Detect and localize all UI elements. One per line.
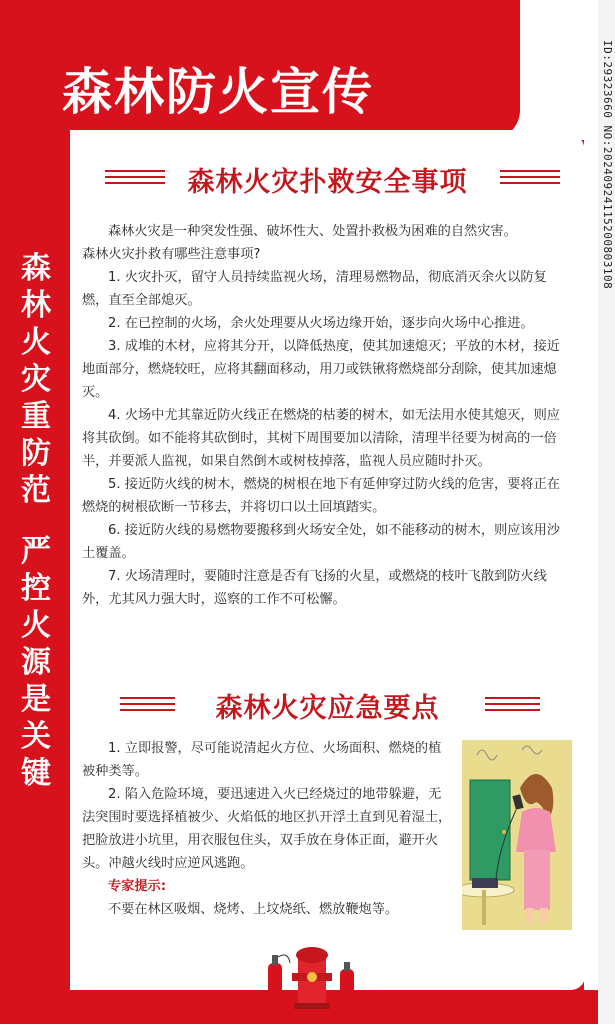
slogan-char: 严 — [21, 534, 51, 569]
paragraph: 5. 接近防火线的树木，燃烧的树根在地下有延伸穿过防火线的危害，要将正在燃烧的树根砍断一节移去，并将切口以土回填踏实。 — [82, 477, 560, 515]
section2-body — [82, 737, 454, 921]
fire-equipment-clipart — [258, 935, 368, 1010]
paragraph: 森林火灾是一种突发性强、破坏性大、处置扑救极为困难的自然灾害。 — [108, 224, 517, 239]
slogan-char: 森 — [21, 251, 51, 286]
paragraph: 1. 立即报警，尽可能说清起火方位、火场面积、燃烧的植被种类等。 — [82, 741, 442, 779]
paragraph: 3. 成堆的木材，应将其分开，以降低热度，使其加速熄灭；平放的木材，接近地面部分，燃烧较旺，应将其翻面移动，用刀或铁锹将燃烧部分刮除，使其加速熄灭。 — [82, 339, 560, 400]
page-title: 森林防火宣传 — [62, 63, 374, 121]
watermark-id: ID:29323660 NO:20240924115200803108 — [601, 40, 614, 290]
slogan-char: 火 — [21, 325, 51, 360]
slogan-char: 范 — [21, 473, 51, 508]
phone-call-illustration — [462, 740, 572, 930]
tip-text: 不要在林区吸烟、烧烤、上坟烧纸、燃放鞭炮等。 — [108, 902, 399, 917]
slogan-char: 防 — [21, 436, 51, 471]
slogan-char: 火 — [21, 608, 51, 643]
tip-label: 专家提示: — [108, 879, 167, 894]
paragraph: 2. 陷入危险环境，要迅速进入火已经烧过的地带躲避，无法突围时要选择植被少、火焰低的地区扒开浮土直到见着湿土，把脸放进小坑里，用衣服包住头，双手放在身体正面，避开火头。冲越火线时应逆风逃跑。 — [82, 787, 452, 871]
paragraph: 7. 火场清理时，要随时注意是否有飞扬的火星，或燃烧的枝叶飞散到防火线外，尤其风力强大时，巡察的工作不可松懈。 — [82, 569, 547, 607]
paragraph: 2. 在已控制的火场，余火处理要从火场边缘开始，逐步向火场中心推进。 — [108, 316, 534, 331]
paragraph: 1. 火灾扑灭，留守人员持续监视火场，清理易燃物品，彻底消灭余火以防复燃，直至全部熄灭。 — [82, 270, 547, 308]
section1-title: 森林火灾扑救安全事项 — [187, 167, 468, 198]
side-slogan — [20, 250, 52, 792]
slogan-char: 关 — [21, 719, 51, 754]
section1-body — [82, 220, 572, 611]
slogan-char: 重 — [21, 399, 51, 434]
section2-title: 森林火灾应急要点 — [215, 693, 440, 724]
slogan-char: 灾 — [21, 362, 51, 397]
slogan-char: 是 — [21, 682, 51, 717]
slogan-char: 林 — [21, 288, 51, 323]
slogan-char: 键 — [21, 756, 51, 791]
paragraph: 森林火灾扑救有哪些注意事项? — [82, 247, 261, 262]
paragraph: 6. 接近防火线的易燃物要搬移到火场安全处，如不能移动的树木，则应该用沙土覆盖。 — [82, 523, 560, 561]
slogan-char: 控 — [21, 571, 51, 606]
slogan-char: 源 — [21, 645, 51, 680]
paragraph: 4. 火场中尤其靠近防火线正在燃烧的枯萎的树木，如无法用水使其熄灭，则应将其砍倒。如不能将其砍倒时，其树下周围要加以清除，清理半径要为树高的一倍半，并要派人监视，如果自然倒木或树枝掉落，监视人员应随时扑灭。 — [82, 408, 560, 469]
